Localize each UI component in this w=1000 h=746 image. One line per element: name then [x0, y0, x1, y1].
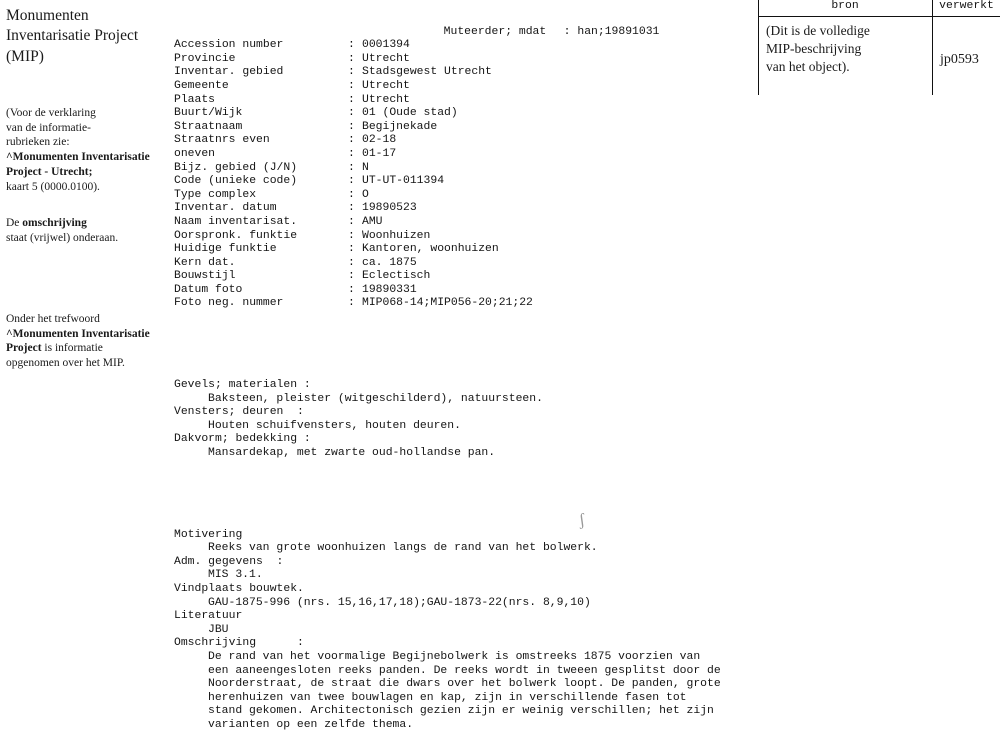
field-row [174, 230, 744, 244]
field-row [174, 284, 744, 298]
field-row [174, 243, 744, 257]
section-body-line: stand gekomen. Architectonisch gezien zijn er weinig verschillen; het zijn [208, 705, 714, 718]
field-value: 01 (Oude stad) [362, 107, 458, 120]
section-body-line: Mansardekap, met zwarte oud-hollandse pan. [208, 447, 496, 459]
section-body-line: MIS 3.1. [208, 569, 263, 582]
field-row [174, 297, 744, 311]
column-header-bron: bron [831, 0, 859, 12]
section-heading: Vensters; deuren : [174, 406, 304, 419]
field-label: Datum foto [174, 283, 243, 296]
field-colon: : [348, 79, 355, 92]
field-value: Woonhuizen [362, 229, 431, 242]
field-value: Eclectisch [362, 270, 431, 283]
field-list [174, 39, 744, 311]
field-colon: : [348, 134, 355, 147]
field-value: 02-18 [362, 134, 397, 147]
field-colon: : [348, 52, 355, 65]
field-colon: : [348, 188, 355, 201]
field-value: AMU [362, 215, 383, 228]
muteerder-field [430, 12, 659, 39]
field-row [174, 134, 744, 148]
field-colon: : [348, 175, 355, 188]
record-fields [174, 12, 744, 746]
field-colon: : [348, 93, 355, 106]
section-body-line: De rand van het voormalige Begijnebolwerk is omstreeks 1875 voorzien van [208, 650, 701, 663]
section-body-line: GAU-1875-996 (nrs. 15,16,17,18);GAU-1873-22(nrs. 8,9,10) [208, 596, 591, 609]
note-emphasis: Project [6, 342, 42, 355]
muteerder-value: han;19891031 [577, 25, 660, 38]
field-colon: : [348, 161, 355, 174]
field-value: 19890331 [362, 283, 417, 296]
box-note-line: MIP-beschrijving [766, 41, 862, 57]
field-colon: : [348, 256, 355, 269]
verwerkt-value: jp0593 [940, 52, 979, 67]
field-row [174, 66, 744, 80]
field-value: 19890523 [362, 202, 417, 215]
margin-note-omschrijving [6, 216, 176, 245]
field-row [174, 162, 744, 176]
field-value: N [362, 161, 369, 174]
top-right-box [758, 0, 1000, 95]
section-body-line: JBU [208, 623, 229, 636]
field-row [174, 148, 744, 162]
field-label: Buurt/Wijk [174, 107, 243, 120]
document-title-block [6, 6, 166, 67]
column-header-verwerkt: verwerkt [939, 0, 994, 12]
field-value: Kantoren, woonhuizen [362, 243, 499, 256]
field-value: Stadsgewest Utrecht [362, 66, 492, 79]
section-body-line: Noorderstraat, de straat die dwars over het bolwerk loopt. De panden, grote [208, 678, 721, 691]
note-line: ^Monumenten Inventarisatie [6, 151, 150, 164]
field-label: Naam inventarisat. [174, 215, 298, 228]
field-label: Bouwstijl [174, 270, 236, 283]
note-lead: De [6, 217, 23, 229]
field-row [174, 270, 744, 284]
field-colon: : [348, 215, 355, 228]
section-body-line: herenhuizen van twee bouwlagen en kap, zijn in verschillende fasen tot [208, 691, 687, 704]
field-label: Inventar. datum [174, 202, 277, 215]
field-label: Gemeente [174, 79, 229, 92]
note-line: rubrieken zie: [6, 136, 70, 149]
spacer [174, 338, 744, 352]
field-label: Provincie [174, 52, 236, 65]
note-line: ^Monumenten Inventarisatie [6, 327, 150, 340]
note-line: staat (vrijwel) onderaan. [6, 231, 119, 244]
note-line: opgenomen over het MIP. [6, 357, 125, 370]
field-colon: : [348, 202, 355, 215]
handwritten-mark: ʃ [577, 509, 586, 530]
field-colon: : [348, 243, 355, 256]
field-value: MIP068-14;MIP056-20;21;22 [362, 297, 533, 310]
box-note-text [766, 22, 926, 76]
field-label: Type complex [174, 188, 257, 201]
field-row [174, 80, 744, 94]
note-line [6, 341, 181, 356]
field-row [174, 175, 744, 189]
field-label: Oorspronk. funktie [174, 229, 298, 242]
field-colon: : [348, 229, 355, 242]
section-heading: Literatuur [174, 610, 243, 623]
field-row [174, 202, 744, 216]
field-label: Code (unieke code) [174, 175, 298, 188]
box-note-line: van het object). [766, 59, 850, 75]
note-line [6, 216, 176, 231]
section-heading: Motivering [174, 528, 243, 541]
field-colon: : [348, 270, 355, 283]
field-colon: : [348, 107, 355, 120]
field-label: Foto neg. nummer [174, 297, 284, 310]
section-body-line: een aaneengesloten reeks panden. De reeks wordt in tweeen gesplitst door de [208, 664, 721, 677]
field-label: Straatnaam [174, 120, 243, 133]
field-colon: : [348, 66, 355, 79]
field-value: ca. 1875 [362, 256, 417, 269]
margin-note-explanation [6, 106, 176, 194]
section-body-line: Houten schuifvensters, houten deuren. [208, 419, 461, 432]
field-colon: : [348, 297, 355, 310]
field-colon: : [348, 283, 355, 296]
margin-note-trefwoord [6, 312, 181, 371]
box-header-row [758, 0, 1000, 17]
section-heading: Omschrijving : [174, 637, 304, 650]
section-heading: Vindplaats bouwtek. [174, 582, 304, 595]
field-row [174, 94, 744, 108]
muteerder-label: Muteerder; mdat [443, 25, 547, 38]
field-value: Utrecht [362, 79, 410, 92]
note-tail: is informatie [41, 342, 103, 355]
section-body-line: Baksteen, pleister (witgeschilderd), natuursteen. [208, 392, 543, 405]
field-label: Straatnrs even [174, 134, 270, 147]
note-line: kaart 5 (0000.0100). [6, 180, 100, 193]
field-label: Accession number [174, 39, 284, 52]
section-list-materials [174, 379, 744, 461]
field-value: Utrecht [362, 93, 410, 106]
field-label: Bijz. gebied (J/N) [174, 161, 298, 174]
note-line: (Voor de verklaring [6, 107, 96, 119]
field-colon: : [348, 120, 355, 133]
note-line: Project - Utrecht; [6, 165, 93, 178]
field-value: UT-UT-011394 [362, 175, 445, 188]
field-value: Utrecht [362, 52, 410, 65]
section-heading: Adm. gegevens : [174, 555, 284, 568]
page-title: Monumenten Inventarisatie Project (MIP) [6, 7, 139, 65]
field-label: Plaats [174, 93, 216, 106]
field-label: oneven [174, 147, 216, 160]
field-row [174, 121, 744, 135]
field-label: Kern dat. [174, 256, 236, 269]
spacer [174, 488, 744, 502]
section-heading: Gevels; materialen : [174, 379, 311, 392]
box-note-line: (Dit is de volledige [766, 23, 870, 38]
field-row [174, 189, 744, 203]
muteerder-colon: : [563, 25, 571, 38]
field-colon: : [348, 39, 355, 52]
field-row [174, 107, 744, 121]
note-line: van de informatie- [6, 121, 91, 134]
field-colon: : [348, 147, 355, 160]
field-row [174, 216, 744, 230]
section-body-line: Reeks van grote woonhuizen langs de rand van het bolwerk. [208, 542, 598, 555]
section-body-line: varianten op een zelfde thema. [208, 718, 414, 731]
field-row [174, 257, 744, 271]
field-value: 0001394 [362, 39, 410, 52]
field-value: Begijnekade [362, 120, 438, 133]
section-list-description [174, 529, 744, 733]
note-line: Onder het trefwoord [6, 313, 100, 325]
note-emphasis: omschrijving [22, 217, 87, 229]
field-value: 01-17 [362, 147, 397, 160]
field-row [174, 53, 744, 67]
field-label: Huidige funktie [174, 243, 277, 256]
section-heading: Dakvorm; bedekking : [174, 433, 311, 446]
field-label: Inventar. gebied [174, 66, 284, 79]
field-row [174, 39, 744, 53]
field-value: O [362, 188, 369, 201]
